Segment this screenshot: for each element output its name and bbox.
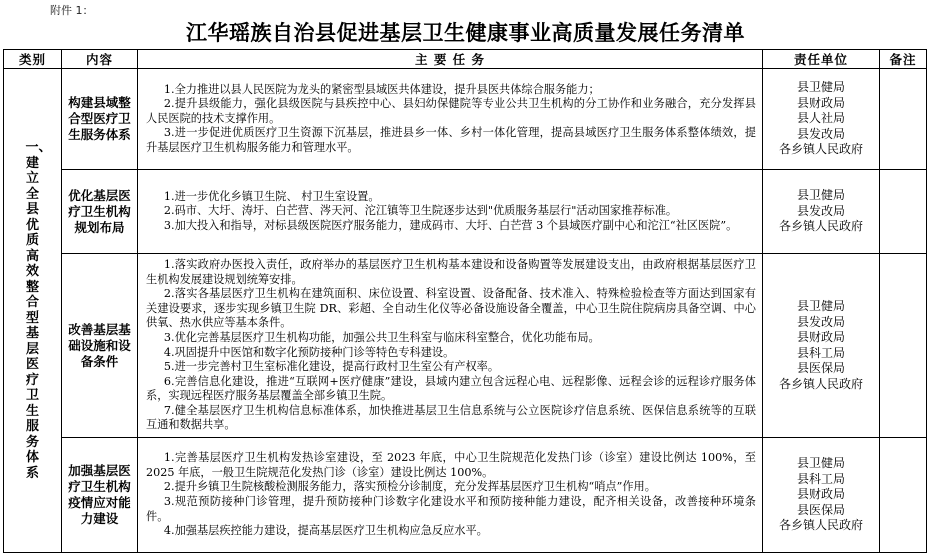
- departments-cell: [763, 69, 880, 170]
- header-remarks: 备注: [880, 50, 927, 69]
- department-item: 县卫健局: [796, 299, 845, 313]
- table-header-row: [4, 50, 927, 69]
- department-item: 县卫健局: [796, 456, 845, 471]
- department-item: 县卫健局: [796, 188, 845, 203]
- department-item: 县发改局: [796, 203, 845, 218]
- task-item: 3.规范预防接种门诊管理，提升预防接种门诊数字化建设水平和预防接种能力建设，配齐相关设备，改善接种环境条件。: [146, 495, 756, 523]
- department-item: 各乡镇人民政府: [778, 142, 863, 157]
- content-cell: 优化基层医疗卫生机构规划布局: [62, 170, 138, 254]
- department-item: 县医保局: [796, 502, 845, 517]
- task-item: 3.进一步促进优质医疗卫生资源下沉基层，推进县乡一体、乡村一体化管理，提高县域医疗卫生服务体系整体绩效，提升基层医疗卫生机构服务能力和管理水平。: [146, 126, 756, 154]
- department-item: 县财政局: [796, 487, 845, 502]
- remarks-cell: [880, 438, 927, 553]
- task-item: 5.进一步完善村卫生室标准化建设，提高行政村卫生室公有产权率。: [163, 360, 500, 374]
- content-cell: 改善基层基础设施和设备条件: [62, 254, 138, 438]
- task-item: 2.提升乡镇卫生院核酸检测服务能力，落实预检分诊制度，充分发挥基层医疗卫生机构“哨点”作用。: [163, 480, 656, 494]
- department-item: 县科工局: [796, 345, 845, 360]
- task-item: 3.加大投入和指导，对标县级医院医疗服务能力，建成码市、大圩、白芒营 3 个县域医疗副中心和沱江“社区医院”。: [163, 218, 738, 232]
- task-item: 1.完善基层医疗卫生机构发热诊室建设，至 2023 年底，中心卫生院规范化发热门诊（诊室）建设比例达 100%，至 2025 年底，一般卫生院规范化发热门诊（诊室）建设比例达 100%。: [146, 451, 756, 479]
- attachment-label: 附件 1：: [50, 4, 94, 17]
- department-item: 县医保局: [796, 361, 845, 375]
- table-row: [4, 254, 927, 438]
- header-category: 类别: [4, 50, 62, 69]
- department-item: 各乡镇人民政府: [778, 376, 863, 391]
- department-item: 各乡镇人民政府: [778, 518, 863, 533]
- department-item: 县科工局: [796, 471, 845, 486]
- departments-cell: [763, 170, 880, 254]
- department-item: 县人社局: [796, 111, 845, 126]
- remarks-cell: [880, 254, 927, 438]
- task-item: 2.码市、大圩、涛圩、白芒营、涔天河、沱江镇等卫生院逐步达到"优质服务基层行"活动国家推荐标准。: [163, 204, 678, 218]
- task-item: 6.完善信息化建设，推进“互联网+医疗健康”建设，县域内建立包含远程心电、远程影像、远程会诊的远程诊疗服务体系，实现远程医疗服务基层覆盖全部乡镇卫生院。: [146, 374, 756, 403]
- table-row: [4, 69, 927, 170]
- task-item: 2.落实各基层医疗卫生机构在建筑面积、床位设置、科室设置、设备配备、技术准入、特殊检验检查等方面达到国家有关建设要求，逐步实现乡镇卫生院 DR、彩超、全自动生化仪等必备设施设备全覆盖，中心卫生院住院病房具备空调、中心供氧、热水供应等基本条件。: [146, 287, 756, 330]
- department-item: 县财政局: [796, 330, 845, 344]
- task-list-table: [3, 49, 927, 553]
- department-item: 各乡镇人民政府: [778, 219, 863, 234]
- header-content: 内容: [62, 50, 138, 69]
- departments-cell: [763, 438, 880, 553]
- document-title: 江华瑶族自治县促进基层卫生健康事业高质量发展任务清单: [186, 20, 745, 45]
- task-item: 1.全力推进以县人民医院为龙头的紧密型县域医共体建设，提升县医共体综合服务能力；: [163, 82, 600, 96]
- task-item: 1.进一步优化乡镇卫生院、 村卫生室设置。: [163, 189, 380, 203]
- header-tasks: 主 要 任 务: [138, 50, 763, 69]
- tasks-cell: [138, 438, 763, 553]
- tasks-cell: [138, 69, 763, 170]
- task-item: 2.提升县级能力，强化县级医院与县疾控中心、县妇幼保健院等专业公共卫生机构的分工协作和业务融合，充分发挥县人民医院的技术支撑作用。: [146, 97, 756, 125]
- task-item: 4.巩固提升中医馆和数字化预防接种门诊等特色专科建设。: [163, 345, 455, 359]
- tasks-cell: [138, 170, 763, 254]
- task-item: 4.加强基层疾控能力建设，提高基层医疗卫生机构应急反应水平。: [163, 524, 488, 538]
- category-label: 一、建立全县优质高效整合型基层医疗卫生服务体系: [25, 140, 52, 481]
- content-cell: 加强基层医疗卫生机构疫情应对能力建设: [62, 438, 138, 553]
- table-row: [4, 170, 927, 254]
- department-item: 县发改局: [796, 126, 845, 141]
- department-item: 县发改局: [796, 314, 845, 329]
- department-item: 县财政局: [796, 95, 845, 110]
- remarks-cell: [880, 69, 927, 170]
- header-departments: 责任单位: [763, 50, 880, 69]
- tasks-cell: [138, 254, 763, 438]
- remarks-cell: [880, 170, 927, 254]
- category-cell: [4, 69, 62, 553]
- departments-cell: [763, 254, 880, 438]
- task-item: 3.优化完善基层医疗卫生机构功能，加强公共卫生科室与临床科室整合，优化功能布局。: [163, 330, 600, 344]
- department-item: 县卫健局: [796, 80, 845, 95]
- content-cell: 构建县域整合型医疗卫生服务体系: [62, 69, 138, 170]
- table-row: [4, 438, 927, 553]
- task-item: 7.健全基层医疗卫生机构信息标准体系，加快推进基层卫生信息系统与公立医院诊疗信息系统、医保信息系统等的互联互通和数据共享。: [146, 403, 756, 432]
- task-item: 1.落实政府办医投入责任，政府举办的基层医疗卫生机构基本建设和设备购置等发展建设支出，由政府根据基层医疗卫生机构发展建设规划统筹安排。: [146, 257, 756, 286]
